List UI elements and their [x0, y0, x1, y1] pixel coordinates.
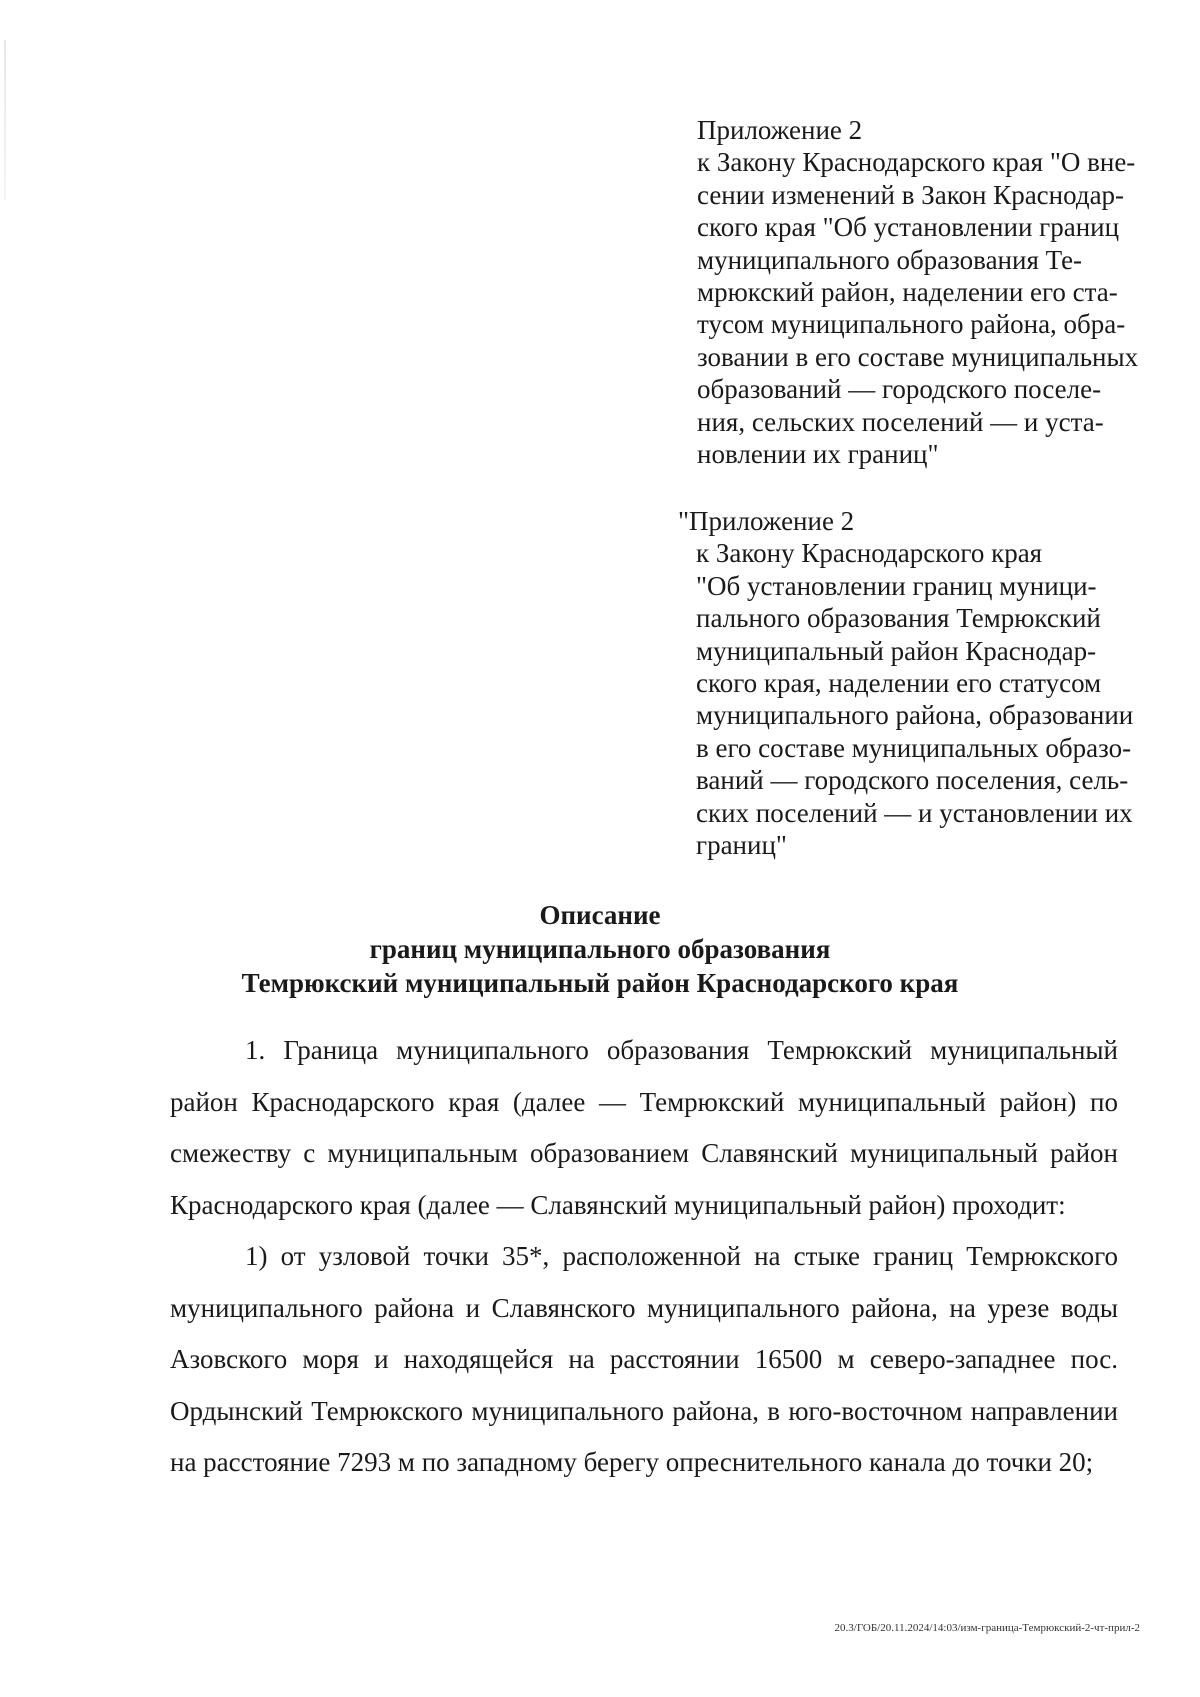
title-line: границ муниципального образования: [369, 934, 831, 964]
appendix-line: сении изменений в Закон Краснодар-: [697, 179, 1125, 210]
appendix-line: "Об установлении границ муници-: [696, 570, 1097, 601]
body-paragraph: 1. Граница муниципального образования Темрюкский муниципальный район Краснодарского края (далее — Темрюкский муниципальный район) по смежеству с муниципальным образованием Славянский муниципальный район Краснодарского края (далее — Славянский муниципальный район) проходит:: [170, 1035, 1118, 1220]
appendix-line: границ": [696, 830, 787, 861]
appendix-line: тусом муниципального района, обра-: [697, 309, 1126, 340]
appendix-line: муниципального образования Те-: [697, 244, 1083, 275]
document-title: [150, 898, 1050, 1000]
body-paragraph: 1) от узловой точки 35*, расположенной на стыке границ Темрюкского муниципального района и Славянского муниципального района, на урезе воды Азовского моря и находящейся на расстоянии 16500 м северо-западнее пос. Ордынский Темрюкского муниципального района, в юго-восточном направлении на расстояние 7293 м по западному берегу опреснительного канала до точки 20;: [170, 1241, 1118, 1477]
appendix-line: ского края, наделении его статусом: [696, 668, 1102, 699]
appendix-header-1: [697, 114, 1155, 470]
footer-file-reference: 20.3/ГОБ/20.11.2024/14:03/изм-граница-Темрюкский-2-чт-прил-2: [834, 1622, 1140, 1634]
title-line: Темрюкский муниципальный район Краснодарского края: [241, 968, 959, 998]
appendix-line: муниципального района, образовании: [696, 700, 1134, 731]
appendix-line: ния, сельских поселений — и уста-: [697, 406, 1104, 437]
title-line: Описание: [539, 900, 661, 930]
appendix-line: новлении их границ": [697, 439, 939, 470]
appendix-line: пального образования Темрюкский: [696, 603, 1101, 634]
appendix-line: "Приложение 2: [678, 506, 855, 536]
appendix-line: образований — городского поселе-: [697, 374, 1102, 405]
document-body: [170, 1025, 1118, 1489]
appendix-line: зовании в его составе муниципальных: [697, 341, 1139, 372]
appendix-line: мрюкский район, наделении его ста-: [697, 277, 1118, 308]
appendix-line: к Закону Краснодарского края: [696, 538, 1043, 569]
appendix-line: ского края "Об установлении границ: [697, 212, 1120, 243]
appendix-line: ваний — городского поселения, сель-: [696, 765, 1129, 796]
appendix-line: в его составе муниципальных образо-: [696, 732, 1132, 763]
appendix-line: к Закону Краснодарского края "О вне-: [697, 147, 1136, 178]
appendix-line: Приложение 2: [697, 115, 863, 145]
appendix-header-2: [678, 505, 1156, 861]
appendix-line: муниципальный район Краснодар-: [696, 635, 1097, 666]
appendix-line: ских поселений — и установлении их: [696, 797, 1133, 828]
scan-edge-mark: [4, 40, 6, 200]
